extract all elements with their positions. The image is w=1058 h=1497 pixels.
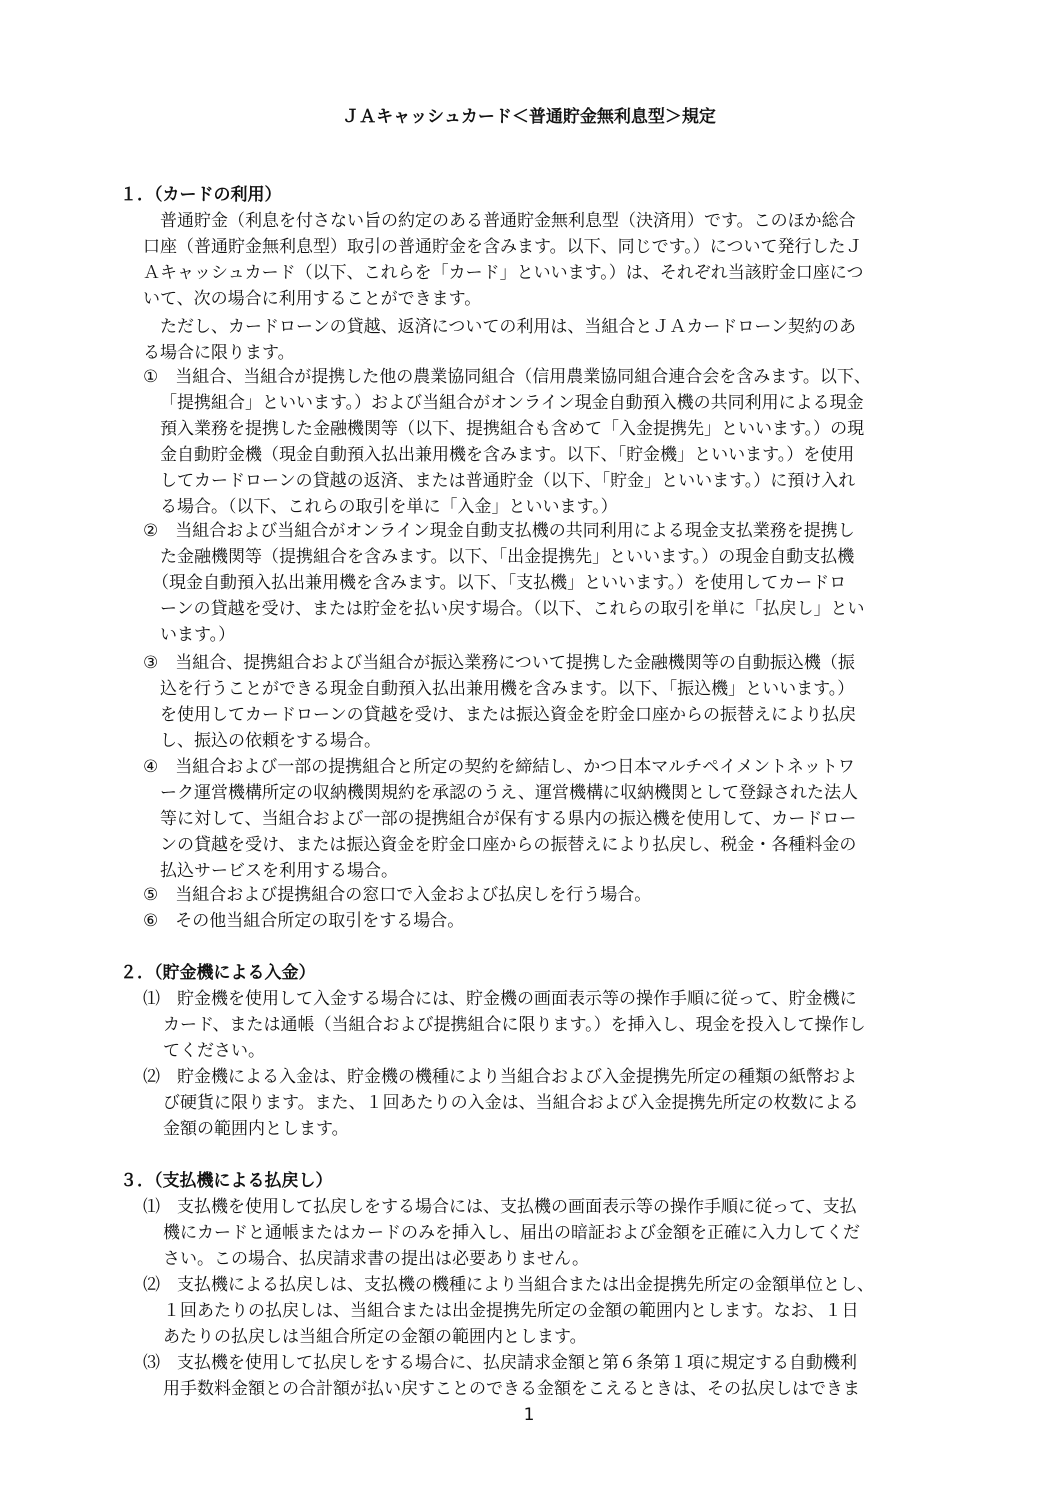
section-1-item-4: ④ 当組合および一部の提携組合と所定の契約を締結し、かつ日本マルチペイメントネットワ [143,757,855,777]
section-1-line: ンの貸越を受け、または振込資金を貯金口座からの振替えにより払戻し、税金・各種料金の [160,835,857,855]
section-1-line: ただし、カードローンの貸越、返済についての利用は、当組合とＪＡカードローン契約のあ [160,317,856,337]
document-title: ＪＡキャッシュカード＜普通貯金無利息型＞規定 [342,107,716,127]
section-1-line: る場合。（以下、これらの取引を単に「入金」といいます。） [160,497,618,517]
section-1-line: いて、次の場合に利用することができます。 [143,289,482,309]
section-1-item-6: ⑥ その他当組合所定の取引をする場合。 [143,911,465,931]
section-1-line: ーク運営機構所定の収納機関規約を承認のうえ、運営機構に収納機関として登録された法人 [160,783,859,803]
section-3-line: 機にカードと通帳またはカードのみを挿入し、届出の暗証および金額を正確に入力してくだ [163,1223,860,1243]
section-3-line: あたりの払戻しは当組合所定の金額の範囲内とします。 [163,1327,587,1347]
section-1-line: 預入業務を提携した金融機関等（以下、提携組合も含めて「入金提携先」といいます。）の現 [160,419,865,439]
section-3-item-3: ⑶ 支払機を使用して払戻しをする場合に、払戻請求金額と第６条第１項に規定する自動機利 [143,1353,857,1373]
section-3-line: さい。この場合、払戻請求書の提出は必要ありません。 [163,1249,590,1269]
section-3-line: １回あたりの払戻しは、当組合または出金提携先所定の金額の範囲内とします。なお、１日 [163,1301,859,1321]
section-1-line: Ａキャッシュカード（以下、これらを「カード」といいます。）は、それぞれ当該貯金口座につ [143,263,864,283]
section-1-line: 「提携組合」といいます。）および当組合がオンライン現金自動預入機の共同利用による現金 [160,393,864,413]
section-1-line: います。） [160,625,236,645]
section-1-line: し、振込の依頼をする場合。 [160,731,381,751]
section-3-item-1: ⑴ 支払機を使用して払戻しをする場合には、支払機の画面表示等の操作手順に従って、支払 [143,1197,857,1217]
section-1-line: る場合に限ります。 [143,343,295,363]
section-1-item-1: ① 当組合、当組合が提携した他の農業協同組合（信用農業協同組合連合会を含みます。以下、 [143,367,871,387]
section-2-item-2: ⑵ 貯金機による入金は、貯金機の機種により当組合および入金提携先所定の種類の紙幣およ [143,1067,857,1087]
section-1-line: （現金自動預入払出兼用機を含みます。以下、「支払機」といいます。）を使用してカードロ [152,573,847,593]
section-1-line: 込を行うことができる現金自動預入払出兼用機を含みます。以下、「振込機」といいます。） [160,679,855,699]
section-2-item-1: ⑴ 貯金機を使用して入金する場合には、貯金機の画面表示等の操作手順に従って、貯金機に [143,989,857,1009]
section-2-line: び硬貨に限ります。また、１回あたりの入金は、当組合および入金提携先所定の枚数による [163,1093,859,1113]
section-1-line: 普通貯金（利息を付さない旨の約定のある普通貯金無利息型（決済用）です。このほか総合 [160,211,856,231]
section-1-line: 等に対して、当組合および一部の提携組合が保有する県内の振込機を使用して、カードロー [160,809,857,829]
section-2-heading: ２．（貯金機による入金） [120,963,316,983]
section-3-item-2: ⑵ 支払機による払戻しは、支払機の機種により当組合または出金提携先所定の金額単位とし、 [143,1275,874,1295]
section-2-line: 金額の範囲内とします。 [163,1119,349,1139]
section-1-line: 金自動貯金機（現金自動預入払出兼用機を含みます。以下、「貯金機」といいます。）を使用 [160,445,855,465]
section-1-item-3: ③ 当組合、提携組合および当組合が振込業務について提携した金融機関等の自動振込機（振 [143,653,855,673]
section-1-item-2: ② 当組合および当組合がオンライン現金自動支払機の共同利用による現金支払業務を提携し [143,521,855,541]
section-1-line: 払込サービスを利用する場合。 [160,861,398,881]
section-1-line: してカードローンの貸越の返済、または普通貯金（以下、「貯金」といいます。）に預け入れ [160,471,856,491]
section-3-line: 用手数料金額との合計額が払い戻すことのできる金額をこえるときは、その払戻しはできま [163,1379,860,1399]
page-number: 1 [523,1405,535,1425]
section-1-line: 口座（普通貯金無利息型）取引の普通貯金を含みます。以下、同じです。）について発行したＪ [143,237,863,257]
section-1-item-5: ⑤ 当組合および提携組合の窓口で入金および払戻しを行う場合。 [143,885,652,905]
section-3-heading: ３．（支払機による払戻し） [120,1171,333,1191]
section-1-line: を使用してカードローンの貸越を受け、または振込資金を貯金口座からの振替えにより払戻 [160,705,856,725]
section-1-line: ーンの貸越を受け、または貯金を払い戻す場合。（以下、これらの取引を単に「払戻し」とい [160,599,865,619]
section-1-line: た金融機関等（提携組合を含みます。以下、「出金提携先」といいます。）の現金自動支払機 [160,547,855,567]
section-2-line: てください。 [163,1041,265,1061]
section-2-line: カード、または通帳（当組合および提携組合に限ります。）を挿入し、現金を投入して操作し [163,1015,866,1035]
section-1-heading: １．（カードの利用） [120,185,282,205]
